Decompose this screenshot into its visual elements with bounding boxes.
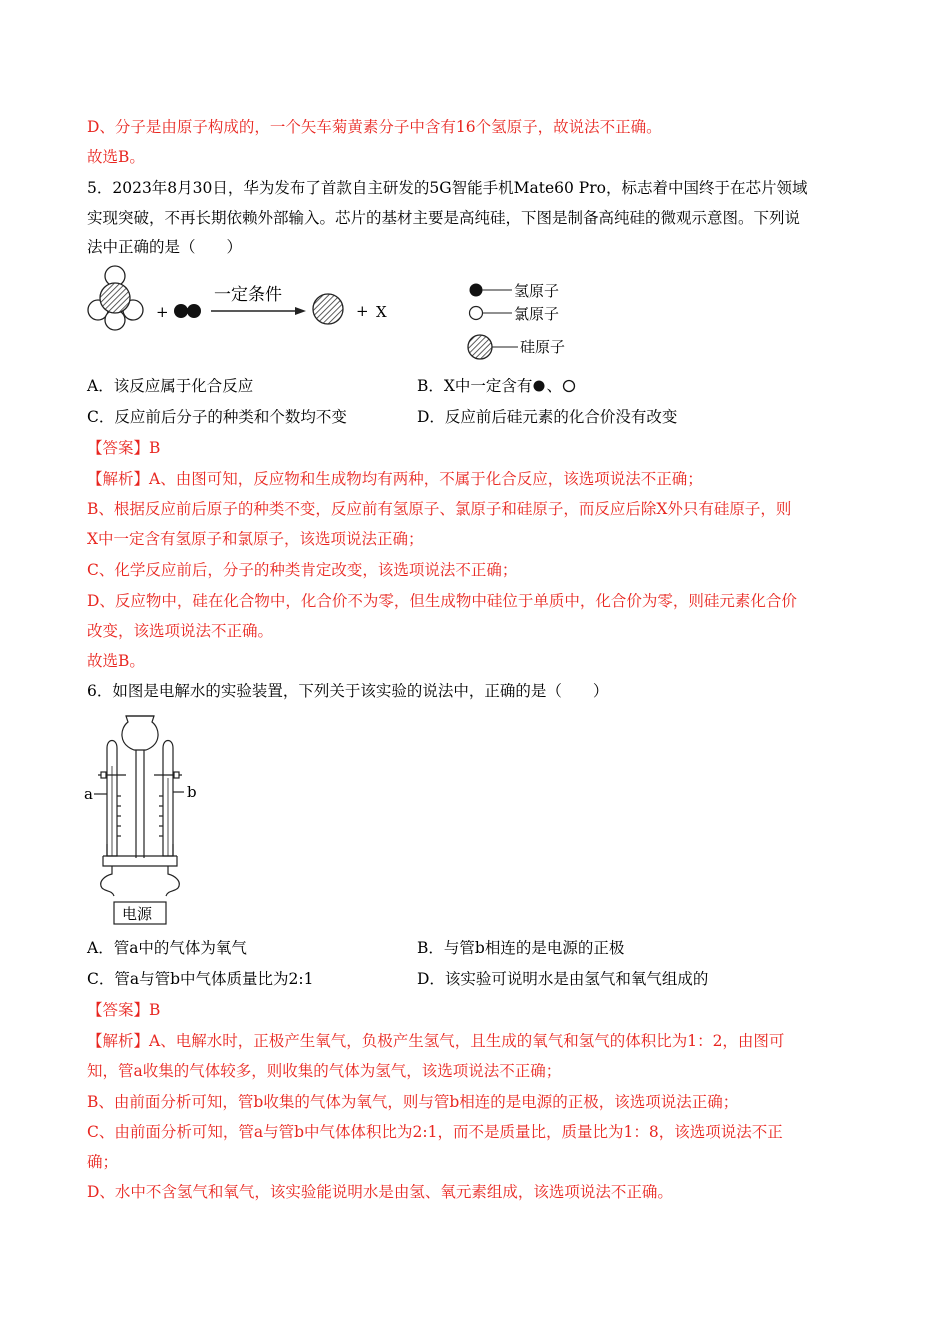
q5-stem-line-1: 5．2023年8月30日，华为发布了首款自主研发的5G智能手机Mate60 Pro，标志着中国终于在芯片领域 (87, 179, 808, 197)
q5-analysis-a-text: A、由图可知，反应物和生成物均有两种，不属于化合反应，该选项说法不正确； (149, 470, 703, 488)
q6-option-a: A．管a中的气体为氧气 (87, 939, 247, 957)
q5-option-c: C．反应前后分子的种类和个数均不变 (87, 408, 347, 426)
open-circle-icon (562, 379, 576, 393)
prev-analysis-d: D、分子是由原子构成的，一个矢车菊黄素分子中含有16个氢原子，故说法不正确。 (87, 118, 662, 136)
q6-analysis-b: B、由前面分析可知，管b收集的气体为氧气，则与管b相连的是电源的正极，该选项说法正确； (87, 1093, 739, 1111)
q6-option-c: C．管a与管b中气体质量比为2:1 (87, 970, 314, 988)
q6-stem: 6．如图是电解水的实验装置，下列关于该实验的说法中，正确的是（ ） (87, 682, 609, 700)
q5-analysis-c: C、化学反应前后，分子的种类肯定改变，该选项说法不正确； (87, 561, 518, 579)
q5-conclusion: 故选B。 (87, 652, 145, 670)
q6-analysis-a-line-2: 知，管a收集的气体较多，则收集的气体为氢气，该选项说法不正确； (87, 1062, 562, 1080)
q5-analysis-tag: 【解析】 (87, 470, 150, 488)
plus-sign-1: + (156, 303, 169, 321)
q5-analysis-b-line-2: X中一定含有氢原子和氯原子，该选项说法正确； (87, 530, 424, 548)
q5-reaction-diagram (84, 262, 404, 334)
q6-analysis-c-line-1: C、由前面分析可知，管a与管b中气体体积比为2:1，而不是质量比，质量比为1：8，该选项说法不正 (87, 1123, 783, 1141)
q5-option-d: D．反应前后硅元素的化合价没有改变 (417, 408, 678, 426)
reactant-h2-molecule (174, 304, 201, 318)
q6-option-d: D．该实验可说明水是由氢气和氧气组成的 (417, 970, 709, 988)
reaction-condition: 一定条件 (214, 285, 282, 305)
q5-analysis-a (87, 469, 703, 489)
q6-option-b: B．与管b相连的是电源的正极 (417, 939, 625, 957)
q6-analysis-d: D、水中不含氢气和氧气，该实验能说明水是由氢、氧元素组成，该选项说法不正确。 (87, 1183, 673, 1201)
q6-analysis-tag: 【解析】 (87, 1032, 150, 1050)
plus-sign-2: + (356, 302, 369, 320)
filled-circle-icon (532, 379, 546, 393)
q5-stem-line-3: 法中正确的是（ ） (87, 238, 243, 256)
reactant-sicl4-molecule (88, 266, 143, 330)
q5-option-b-text: B．X中一定含有 (417, 377, 533, 395)
power-supply-label: 电源 (122, 905, 153, 923)
tube-a-label: a (84, 785, 93, 803)
q5-analysis-d-line-1: D、反应物中，硅在化合物中，化合价不为零，但生成物中硅位于单质中，化合价为零，则硅元素化合价 (87, 592, 797, 610)
q6-electrolysis-diagram (84, 706, 214, 928)
q5-answer: 【答案】B (87, 439, 161, 457)
q5-analysis-b-line-1: B、根据反应前后原子的种类不变，反应前有氢原子、氯原子和硅原子，而反应后除X外只有硅原子，则 (87, 500, 792, 518)
q5-option-b-sep: 、 (546, 377, 562, 395)
legend-chlorine (470, 305, 560, 323)
prev-conclusion: 故选B。 (87, 148, 145, 166)
q5-option-a: A．该反应属于化合反应 (87, 377, 254, 395)
q6-analysis-a-line-1 (87, 1031, 784, 1051)
q5-analysis-d-line-2: 改变，该选项说法不正确。 (87, 622, 274, 640)
q5-legend (462, 275, 602, 367)
reaction-arrow (211, 307, 306, 315)
q6-analysis-c-line-2: 确； (87, 1153, 119, 1171)
legend-hydrogen (470, 282, 560, 300)
tube-b-label: b (187, 783, 197, 801)
legend-silicon (468, 335, 565, 359)
legend-chlorine-label: 氯原子 (514, 305, 560, 323)
q5-option-b (417, 376, 576, 396)
q5-stem-line-2: 实现突破，不再长期依赖外部输入。芯片的基材主要是高纯硅，下图是制备高纯硅的微观示意图。下列说 (87, 209, 801, 227)
product-x-label: X (376, 303, 387, 321)
q6-analysis-a-text: A、电解水时，正极产生氧气，负极产生氢气，且生成的氧气和氢气的体积比为1：2，由图可 (149, 1032, 785, 1050)
product-si-atom (313, 294, 343, 324)
legend-silicon-label: 硅原子 (520, 338, 566, 356)
q6-answer: 【答案】B (87, 1001, 161, 1019)
legend-hydrogen-label: 氢原子 (514, 282, 560, 300)
